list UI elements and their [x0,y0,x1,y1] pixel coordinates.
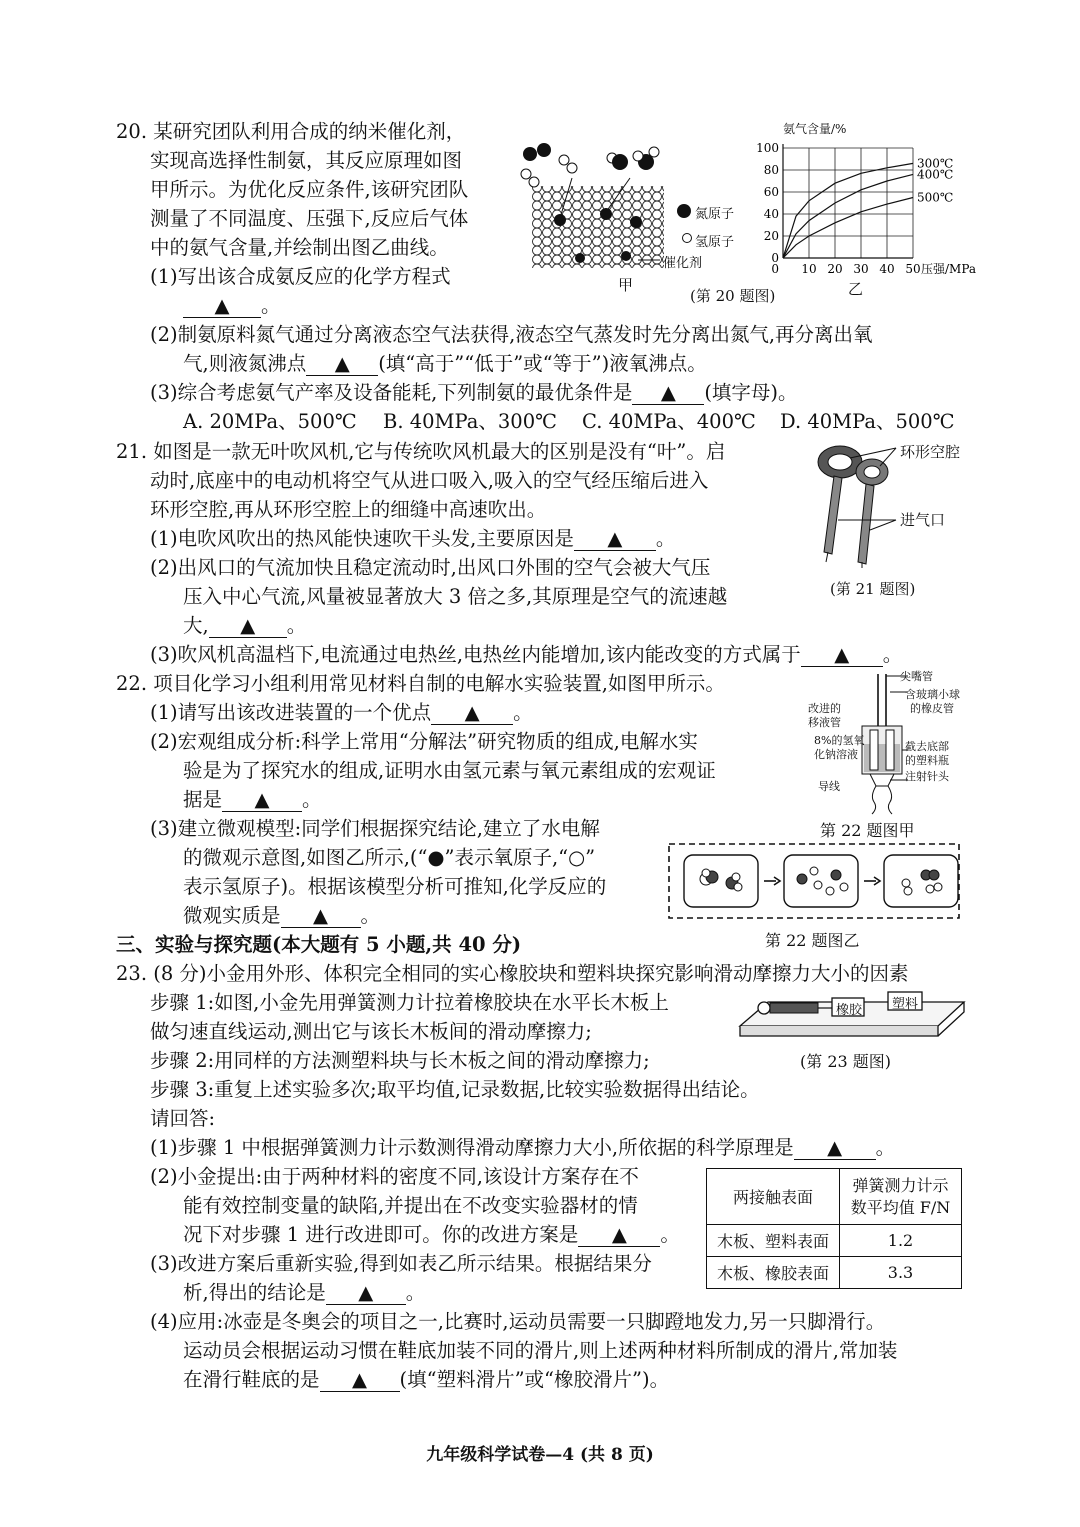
text: (填“塑料滑片”或“橡胶滑片”)。 [399,1368,670,1391]
answer-blank[interactable]: ▲ [794,1137,876,1160]
nitrogen-atom [523,147,537,161]
chart-series-label: 300℃ [917,156,954,171]
label-bottle-2: 的塑料瓶 [905,754,949,767]
table-row [707,1225,962,1257]
chart-xtick-label: 40 [879,262,895,276]
text: (1)步骤 1 中根据弹簧测力计示数测得滑动摩擦力大小,所依据的科学原理是 [150,1136,794,1159]
q20-option-b: B. 40MPa、300℃ [383,410,557,433]
text: 。 [875,1136,896,1159]
q22-fig-a-caption: 第 22 题图甲 [820,821,915,840]
text: 。 [655,527,676,550]
chart-series-label: 400℃ [917,167,954,182]
q20-part2-line1: (2)制氨原料氮气通过分离液态空气法获得,液态空气蒸发时先分离出氮气,再分离出氧 [150,323,873,346]
air-inlet-label: 进气口 [900,511,946,529]
q23-part1 [150,1135,895,1161]
nitrogen-legend-icon [677,204,691,218]
nitrogen-atom [621,251,631,261]
text: 据是 [183,788,223,811]
q20-fig-a-label: 甲 [618,276,634,294]
chart-series-line [783,163,913,258]
ring-cavity-label: 环形空腔 [900,443,961,461]
nitrogen-atom [612,154,628,170]
q23-part2-line2: 能有效控制变量的缺陷,并提出在不改变实验器材的情 [183,1194,638,1217]
text: (3)综合考虑氨气产率及设备能耗,下列制氨的最优条件是 [150,381,633,404]
answer-blank[interactable]: ▲ [320,1369,400,1392]
table-header-force [840,1169,962,1225]
q23-part4-line3 [183,1367,669,1393]
catalyst-label: 催化剂 [663,256,703,271]
q20-line-6: (1)写出该合成氨反应的化学方程式 [150,265,451,288]
q20-option-d: D. 40MPa、500℃ [780,410,955,433]
label-bottle-1: 截去底部 [905,740,949,753]
q22-part3-line2: 的微观示意图,如图乙所示,(“●”表示氧原子,“○” [183,846,596,869]
text: 。 [302,788,322,811]
state-new-molecules [884,855,958,907]
label-rubber-tube-1: 含玻璃小球 [905,688,960,701]
answer-blank[interactable]: ▲ [578,1224,660,1247]
q23-part3-line1: (3)改进方案后重新实验,得到如表乙所示结果。根据结果分 [150,1252,652,1275]
table-cell: 1.2 [840,1225,962,1257]
label-pipette-1: 改进的 [808,702,841,715]
chart-xtick-label: 50 [905,262,921,276]
q22-fig-b-caption: 第 22 题图乙 [765,931,860,950]
spring-scale-ring [758,1002,770,1014]
text: 。 [513,701,533,724]
chart-ytick-label: 60 [763,185,779,199]
chart-xtick-label: 10 [801,262,817,276]
label-tip-tube: 尖嘴管 [900,670,933,683]
text: (1)电吹风吹出的热风能快速吹干头发,主要原因是 [150,527,574,550]
section-3-heading: 三、实验与探究题(本大题有 5 小题,共 40 分) [116,933,522,956]
q22-part2-line1: (2)宏观组成分析:科学上常用“分解法”研究物质的组成,电解水实 [150,730,698,753]
spring-scale [770,1003,818,1013]
table-cell: 3.3 [840,1257,962,1289]
q20-part2-line2 [183,351,707,377]
text: 弹簧测力计示 [852,1175,949,1195]
chart-series-line [783,174,913,258]
hydrogen-atom [649,147,659,157]
dryer-handle-right [858,484,874,564]
chart-ytick-label: 0 [771,251,779,265]
chart-ytick-label: 80 [763,163,779,177]
text: 。 [360,904,381,927]
text: 数平均值 F/N [850,1197,951,1217]
dryer-handle-left [824,476,842,554]
q20-line-1: 20. 某研究团队利用合成的纳米催化剂， [116,120,466,143]
label-rubber-tube-2: 的橡皮管 [910,702,954,715]
q21-part1 [150,526,675,552]
q22-part2-line3 [183,787,322,813]
q23-step2: 步骤 2:用同样的方法测塑料块与长木板之间的滑动摩擦力; [150,1049,650,1072]
text: 微观实质是 [183,904,281,927]
table-cell: 木板、塑料表面 [707,1225,840,1257]
q23-step1-line1: 步骤 1:如图,小金先用弹簧测力计拉着橡胶块在水平长木板上 [150,991,669,1014]
label-pipette-2: 移液管 [808,716,841,729]
text: 气,则液氮沸点 [183,352,307,375]
q21-fig-caption: (第 21 题图) [830,580,916,598]
label-naoh-1: 8%的氢氧 [814,734,865,747]
q20-option-c: C. 40MPa、400℃ [582,410,756,433]
nitrogen-atom [630,216,642,228]
naoh-solution [864,744,900,772]
q20-part1-answer-line [183,293,281,319]
answer-blank[interactable]: ▲ [574,528,656,551]
chart-ytick-label: 40 [763,207,779,221]
page-footer: 九年级科学试卷—4 (共 8 页) [426,1445,654,1465]
chart-ytick-label: 100 [756,141,779,155]
q23-part3-line2 [183,1280,425,1306]
text: 况下对步骤 1 进行改进即可。你的改进方案是 [183,1223,579,1246]
label-naoh-2: 化钠溶液 [814,748,858,761]
q20-chart [745,132,1035,292]
text: (3)吹风机高温档下,电流通过电热丝,电热丝内能增加,该内能改变的方式属于 [150,643,801,666]
nitrogen-atom [537,143,551,157]
plastic-block-label: 塑料 [892,997,919,1012]
q21-line-2: 动时,底座中的电动机将空气从进口吸入,吸入的空气经压缩后进入 [150,469,709,492]
hydrogen-atom [633,151,643,161]
q22-part3-line4 [183,903,380,929]
text: 。 [882,643,903,666]
q23-results-table [706,1168,962,1289]
table-row [707,1257,962,1289]
hydrogen-atom [529,177,539,187]
q21-part2-line1: (2)出风口的气流加快且稳定流动时,出风口外围的空气会被大气压 [150,556,711,579]
chart-series-label: 500℃ [917,190,954,205]
text: 大, [183,614,209,637]
text: (填字母)。 [704,381,798,404]
q20-line-3: 甲所示。为优化反应条件,该研究团队 [150,178,469,201]
state-separate-atoms [784,855,858,907]
q23-line-1: 23. (8 分)小金用外形、体积完全相同的实心橡胶块和塑料块探究影响滑动摩擦力大小的因素 [116,962,909,985]
chart-xlabel: 压强/MPa [921,262,977,276]
q22-part3-line1: (3)建立微观模型:同学们根据探究结论,建立了水电解 [150,817,600,840]
q23-part2-line3 [183,1222,680,1248]
q21-part2-line3 [183,613,306,639]
q20-part1-end: 。 [261,294,281,317]
text: (填“高于”“低于”或“等于”)液氧沸点。 [378,352,707,375]
text: 。 [405,1281,426,1304]
q20-fig-b-label: 乙 [848,280,864,298]
q21-line-3: 环形空腔,再从环形空腔上的细缝中高速吹出。 [150,498,547,521]
catalyst-surface [532,186,664,268]
table-cell: 木板、橡胶表面 [707,1257,840,1289]
text: 。 [660,1223,680,1246]
answer-blank[interactable]: ▲ [183,295,261,318]
q23-part2-line1: (2)小金提出:由于两种材料的密度不同,该设计方案存在不 [150,1165,639,1188]
legend-hydrogen-label: 氢原子 [695,235,735,250]
answer-blank[interactable]: ▲ [326,1282,406,1305]
hydrogen-atom [567,163,577,173]
table-header-surface: 两接触表面 [707,1169,840,1225]
answer-blank[interactable]: ▲ [431,702,513,725]
answer-blank[interactable]: ▲ [801,644,883,667]
label-needle: 注射针头 [905,770,949,783]
answer-blank[interactable]: ▲ [632,382,704,405]
hydrogen-legend-icon [683,234,692,243]
q22-part2-line2: 验是为了探究水的组成,证明水由氢元素与氧元素组成的宏观证 [183,759,716,782]
state-water-molecules [684,855,758,907]
answer-blank[interactable]: ▲ [209,615,287,638]
q23-part4-line1: (4)应用:冰壶是冬奥会的项目之一,比赛时,运动员需要一只脚蹬地发力,另一只脚滑行。 [150,1310,886,1333]
q21-line-1: 21. 如图是一款无叶吹风机,它与传统吹风机最大的区别是没有“叶”。启 [116,440,726,463]
q20-line-2: 实现高选择性制氨，其反应原理如图 [150,149,463,172]
answer-blank[interactable]: ▲ [222,789,302,812]
nitrogen-atom [575,253,585,263]
chart-origin-label: 0 [771,262,779,276]
q23-ask: 请回答: [150,1107,216,1130]
q22-line-1: 22. 项目化学习小组利用常见材料自制的电解水实验装置,如图甲所示。 [116,672,725,695]
q22-part1 [150,700,533,726]
chart-ylabel: 氨气含量/% [783,122,847,136]
legend-nitrogen-label: 氮原子 [695,207,735,222]
hydrogen-atom [521,169,531,179]
q20-line-4: 测量了不同温度、压强下,反应后气体 [150,207,469,230]
chart-ytick-label: 20 [763,229,779,243]
answer-blank[interactable]: ▲ [281,905,361,928]
text: (1)请写出该改进装置的一个优点 [150,701,432,724]
label-wire: 导线 [818,780,840,793]
nitrogen-atom [600,208,612,220]
q23-step1-line2: 做匀速直线运动,测出它与该长木板间的滑动摩擦力; [150,1020,592,1043]
q20-line-5: 中的氨气含量,并绘制出图乙曲线。 [150,236,449,259]
q21-part2-line2: 压入中心气流,风量被显著放大 3 倍之多,其原理是空气的流速越 [183,585,728,608]
chart-xtick-label: 30 [853,262,869,276]
q23-fig-caption: (第 23 题图) [800,1052,892,1071]
q21-part3 [150,642,902,668]
q20-option-a: A. 20MPa、500℃ [183,410,357,433]
table-header-row [707,1169,962,1225]
text: 析,得出的结论是 [183,1281,326,1304]
q21-figure-hairdryer [810,440,910,570]
q22-part3-line3: 表示氢原子)。根据该模型分析可推知,化学反应的 [183,875,607,898]
rubber-block-label: 橡胶 [836,1003,863,1018]
q20-fig-caption: (第 20 题图) [690,287,776,305]
text: 。 [286,614,307,637]
text: 在滑行鞋底的是 [183,1368,320,1391]
nitrogen-atom [554,214,566,226]
answer-blank[interactable]: ▲ [306,353,378,376]
hydrogen-atom [559,155,569,165]
q20-part3-line [150,380,798,406]
chart-xtick-label: 20 [827,262,843,276]
q23-part4-line2: 运动员会根据运动习惯在鞋底加装不同的滑片,则上述两种材料所制成的滑片,常加装 [183,1339,898,1362]
q22-figure-b-micro-model [668,843,960,919]
q23-step3: 步骤 3:重复上述实验多次;取平均值,记录数据,比较实验数据得出结论。 [150,1078,760,1101]
